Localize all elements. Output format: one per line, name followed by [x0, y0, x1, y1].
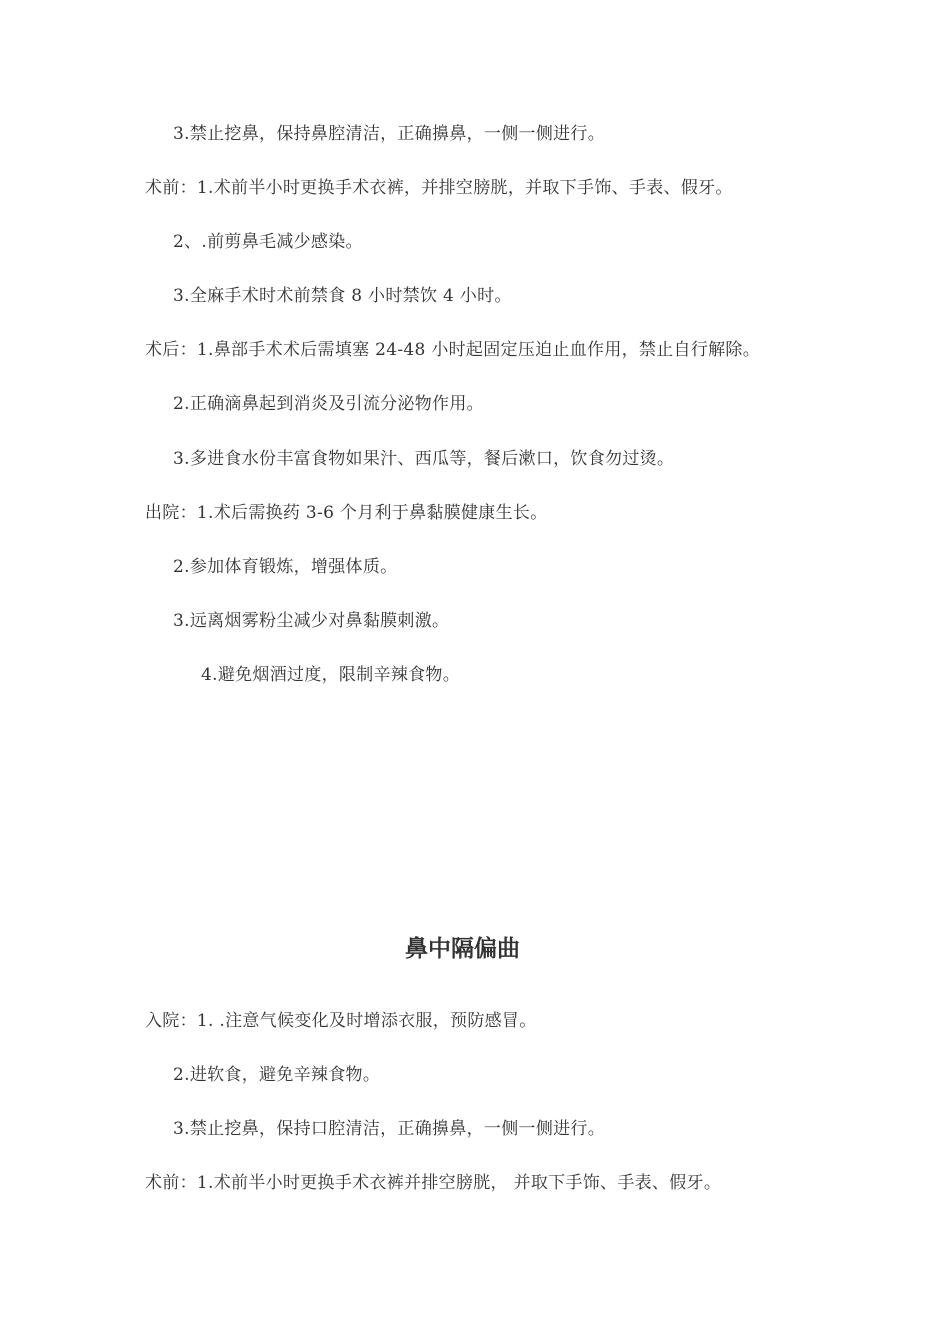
- paragraph-line: 术前：1.术前半小时更换手术衣裤并排空膀胱， 并取下手饰、手表、假牙。: [145, 1173, 722, 1193]
- paragraph-line: 3.多进食水份丰富食物如果汁、西瓜等，餐后漱口，饮食勿过烫。: [173, 449, 675, 469]
- paragraph-line: 入院：1. .注意气候变化及时增添衣服，预防感冒。: [145, 1011, 537, 1031]
- paragraph-line: 出院：1.术后需换药 3-6 个月利于鼻黏膜健康生长。: [145, 503, 548, 523]
- section-heading: 鼻中隔偏曲: [405, 936, 520, 962]
- paragraph-line: 3.禁止挖鼻，保持口腔清洁，正确擤鼻，一侧一侧进行。: [173, 1119, 606, 1139]
- paragraph-line: 3.全麻手术时术前禁食 8 小时禁饮 4 小时。: [173, 286, 512, 306]
- paragraph-line: 2.参加体育锻炼，增强体质。: [173, 557, 398, 577]
- paragraph-line: 3.禁止挖鼻，保持鼻腔清洁，正确擤鼻，一侧一侧进行。: [173, 124, 606, 144]
- paragraph-line: 2、.前剪鼻毛减少感染。: [173, 232, 363, 252]
- paragraph-line: 4.避免烟酒过度，限制辛辣食物。: [201, 665, 461, 685]
- paragraph-line: 术前：1.术前半小时更换手术衣裤，并排空膀胱，并取下手饰、手表、假牙。: [145, 178, 733, 198]
- paragraph-line: 术后：1.鼻部手术术后需填塞 24-48 小时起固定压迫止血作用，禁止自行解除。: [145, 340, 761, 360]
- paragraph-line: 2.正确滴鼻起到消炎及引流分泌物作用。: [173, 394, 484, 414]
- paragraph-line: 3.远离烟雾粉尘减少对鼻黏膜刺激。: [173, 611, 450, 631]
- paragraph-line: 2.进软食，避免辛辣食物。: [173, 1065, 381, 1085]
